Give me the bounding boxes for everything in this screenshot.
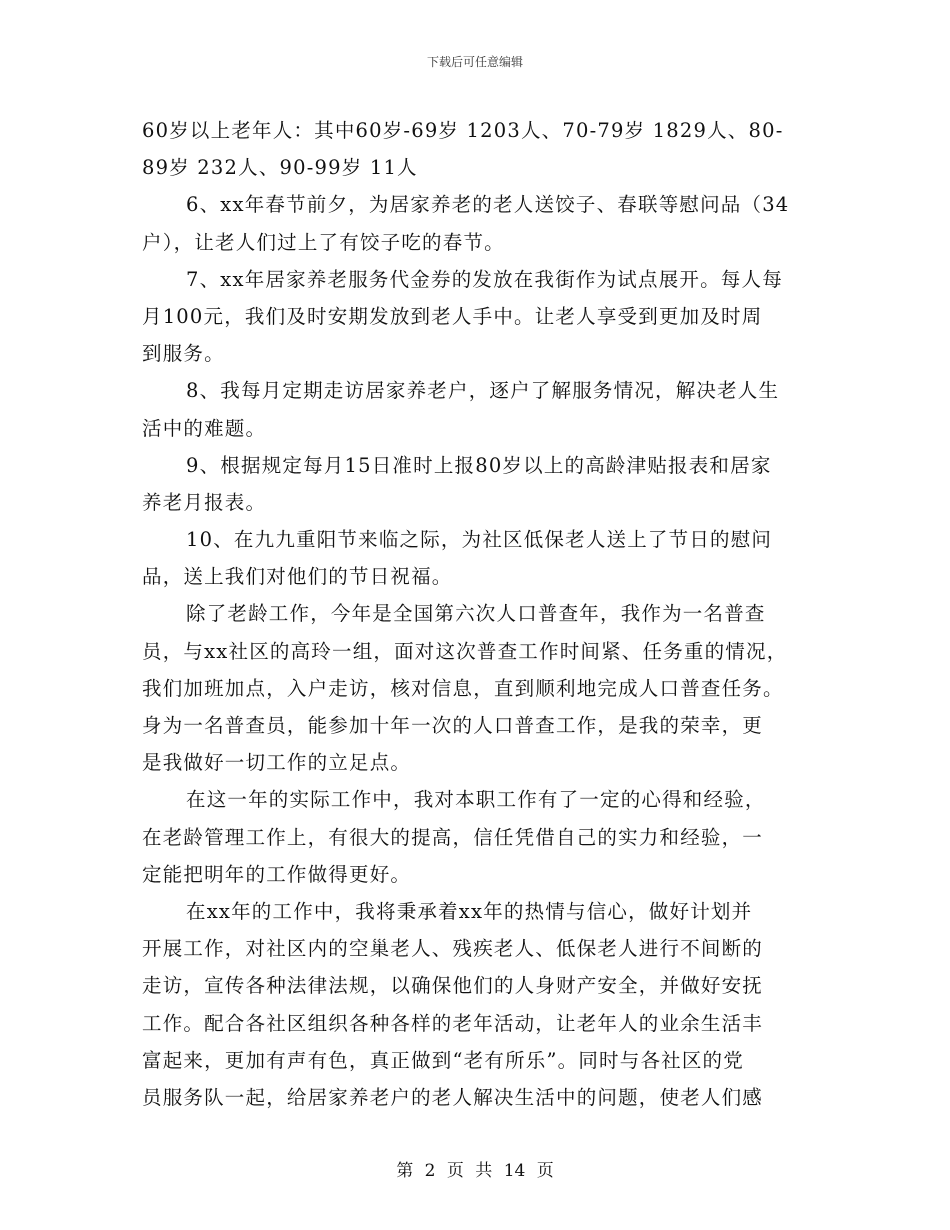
- text-line: 6、xx年春节前夕，为居家养老的老人送饺子、春联等慰问品（34: [186, 193, 790, 217]
- text-line: 户），让老人们过上了有饺子吃的春节。: [142, 230, 505, 254]
- text-line: 我们加班加点，入户走访，核对信息，直到顺利地完成人口普查任务。: [142, 676, 784, 700]
- text-line: 在老龄管理工作上，有很大的提高，信任凭借自己的实力和经验，一: [142, 825, 764, 849]
- text-line: 8、我每月定期走访居家养老户，逐户了解服务情况，解决老人生: [186, 379, 780, 403]
- text-line: 在这一年的实际工作中，我对本职工作有了一定的心得和经验，: [186, 788, 766, 812]
- text-line: 活中的难题。: [142, 416, 267, 440]
- text-line: 员服务队一起，给居家养老户的老人解决生活中的问题，使老人们感: [142, 1085, 764, 1109]
- text-line: 开展工作，对社区内的空巢老人、残疾老人、低保老人进行不间断的: [142, 937, 764, 961]
- text-line: 除了老龄工作，今年是全国第六次人口普查年，我作为一名普查: [186, 602, 766, 626]
- text-line: 富起来，更加有声有色，真正做到“老有所乐”。同时与各社区的党: [142, 1048, 744, 1072]
- text-line: 7、xx年居家养老服务代金券的发放在我街作为试点展开。每人每: [186, 267, 783, 291]
- page-number: 第 2 页 共 14 页: [396, 1161, 554, 1181]
- text-line: 身为一名普查员，能参加十年一次的人口普查工作，是我的荣幸，更: [142, 714, 764, 737]
- text-line: 9、根据规定每月15日准时上报80岁以上的高龄津贴报表和居家: [186, 453, 772, 477]
- text-line: 养老月报表。: [142, 490, 267, 514]
- text-line: 月100元，我们及时安期发放到老人手中。让老人享受到更加及时周: [142, 304, 763, 328]
- text-line: 到服务。: [142, 342, 225, 366]
- text-line: 员，与xx社区的高玲一组，面对这次普查工作时间紧、任务重的情况，: [142, 639, 788, 663]
- text-line: 60岁以上老年人：其中60岁-69岁 1203人、70-79岁 1829人、80-: [142, 119, 784, 142]
- text-line: 定能把明年的工作做得更好。: [142, 862, 412, 886]
- text-line: 走访，宣传各种法律法规，以确保他们的人身财产安全，并做好安抚: [142, 974, 764, 998]
- text-line: 工作。配合各社区组织各种各样的老年活动，让老年人的业余生活丰: [142, 1011, 764, 1035]
- page-header: 下载后可任意编辑: [426, 55, 523, 69]
- text-line: 在xx年的工作中，我将秉承着xx年的热情与信心，做好计划并: [186, 899, 753, 923]
- text-line: 是我做好一切工作的立足点。: [142, 751, 412, 775]
- text-line: 89岁 232人、90-99岁 11人: [142, 156, 418, 180]
- text-line: 10、在九九重阳节来临之际，为社区低保老人送上了节日的慰问: [186, 528, 773, 552]
- document-body: [142, 112, 812, 1122]
- text-line: 品，送上我们对他们的节日祝福。: [142, 565, 453, 589]
